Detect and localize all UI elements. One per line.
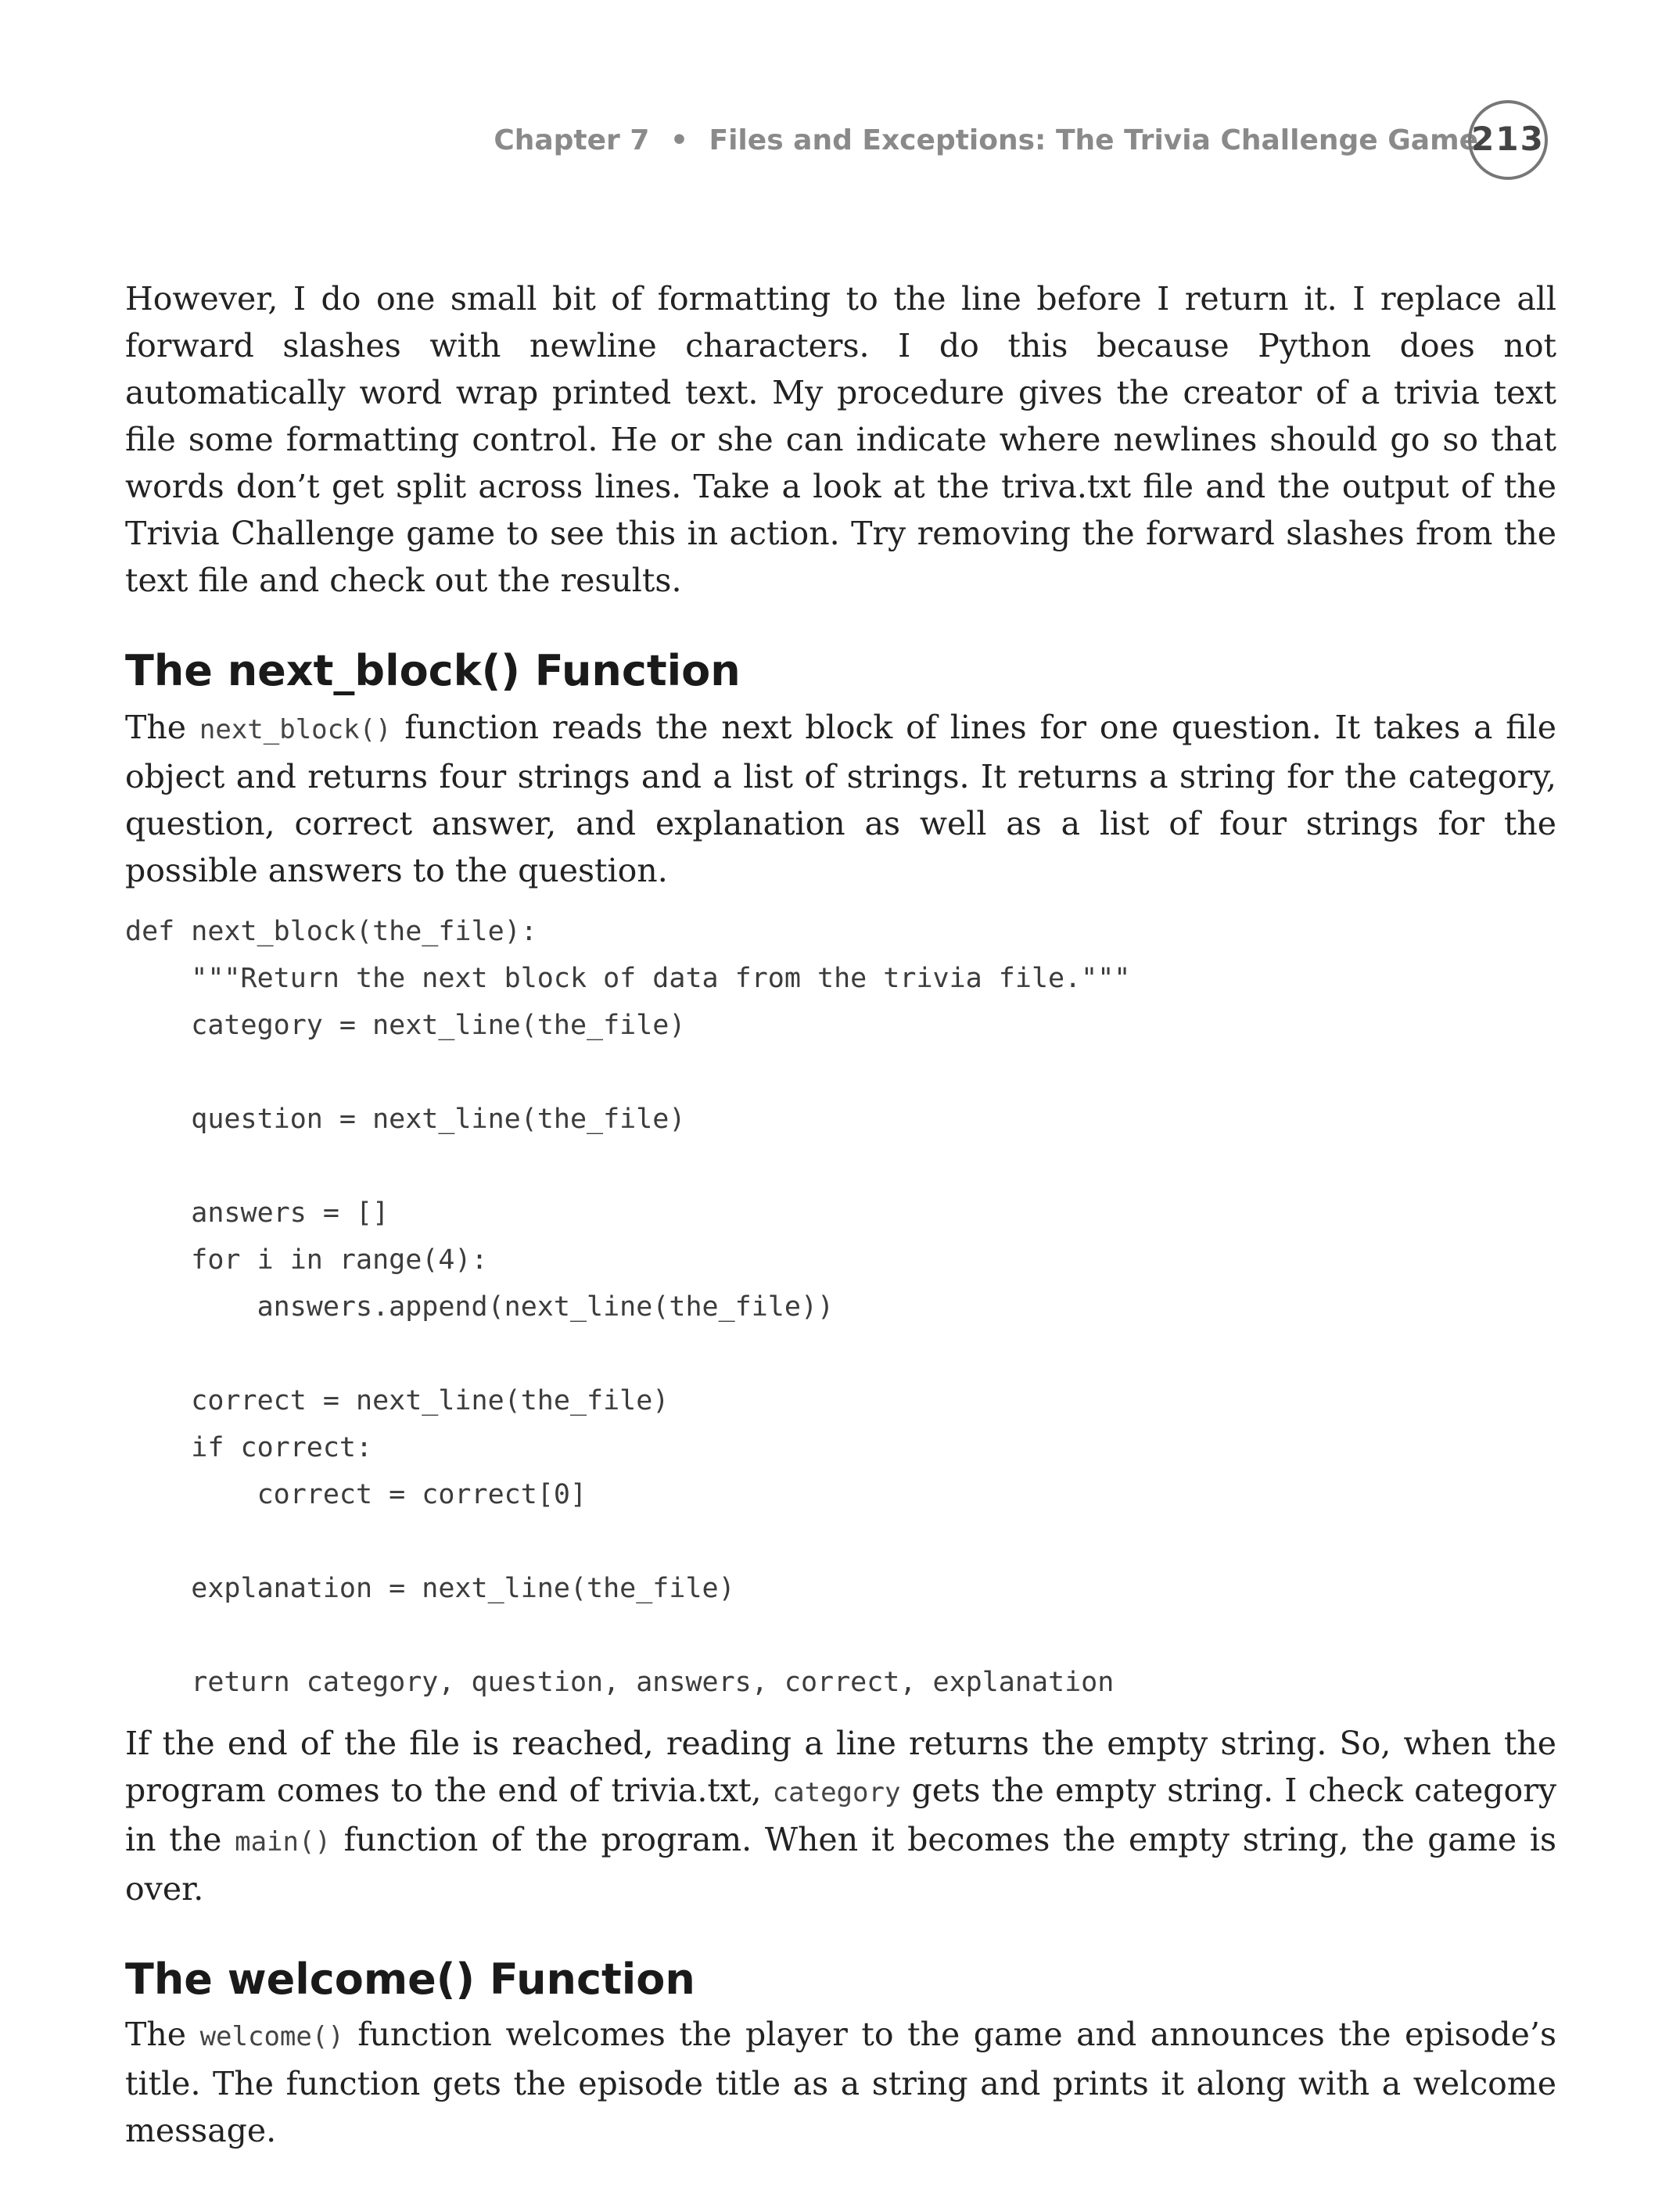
eof-text-2: gets the empty string. I check category in the xyxy=(125,1772,1556,1858)
inline-code-main: main() xyxy=(235,1826,331,1858)
description-text-start: The xyxy=(125,709,199,746)
inline-code-category: category xyxy=(772,1777,901,1808)
running-head xyxy=(494,117,1478,164)
welcome-text-end: function welcomes the player to the game and announces the episode’s title. The function gets the episode title as a string and prints it along with a welcome message. xyxy=(125,2016,1556,2149)
page-number: 213 xyxy=(1468,100,1548,180)
intro-paragraph: However, I do one small bit of formatting to the line before I return it. I replace all forward slashes with newline characters. I do this because Python does not automatically word wrap printed text. My procedure gives the creator of a trivia text file some formatting control. He or she can indicate where newlines should go so that words don’t get split across lines. Take a look at the triva.txt file and the output of the Trivia Challenge game to see this in action. Try removing the forward slashes from the text file and check out the results. xyxy=(125,280,1556,599)
chapter-title: Files and Exceptions: The Trivia Challenge Game xyxy=(709,124,1478,156)
bullet-separator: • xyxy=(669,124,688,156)
welcome-description xyxy=(125,2011,1556,2154)
chapter-label: Chapter 7 xyxy=(494,124,650,156)
next-block-description xyxy=(125,704,1556,894)
description-text-end: function reads the next block of lines for one question. It takes a file object and returns four strings and a list of strings. It returns a string for the category, question, correct answer, and explanation as well as a list of four strings for the possible answers to the question. xyxy=(125,709,1556,889)
code-listing-next-block: def next_block(the_file): """Return the next block of data from the trivia file.""" category = next_line(the_file) question = next_line(the_file) answers = [] for i in range(4): answers.append(next_line(the_file)) correct = next_line(the_file) if correct: correct = correct[0] explanation = next_line(the_file) return category, question, answers, correct, explanation xyxy=(125,916,1131,1698)
inline-code-welcome: welcome() xyxy=(199,2021,344,2052)
page-content xyxy=(125,275,1556,2154)
end-of-file-paragraph xyxy=(125,1720,1556,1912)
welcome-heading: The welcome() Function xyxy=(125,1955,695,2004)
welcome-text-start: The xyxy=(125,2016,200,2053)
next-block-heading: The next_block() Function xyxy=(125,646,741,695)
eof-text-1: If the end of the file is reached, reading a line returns the empty string. So, when the program comes to the end of trivia.txt, xyxy=(125,1725,1556,1809)
eof-text-3: function of the program. When it becomes the empty string, the game is over. xyxy=(125,1821,1556,1908)
inline-code-next-block: next_block() xyxy=(199,714,392,745)
